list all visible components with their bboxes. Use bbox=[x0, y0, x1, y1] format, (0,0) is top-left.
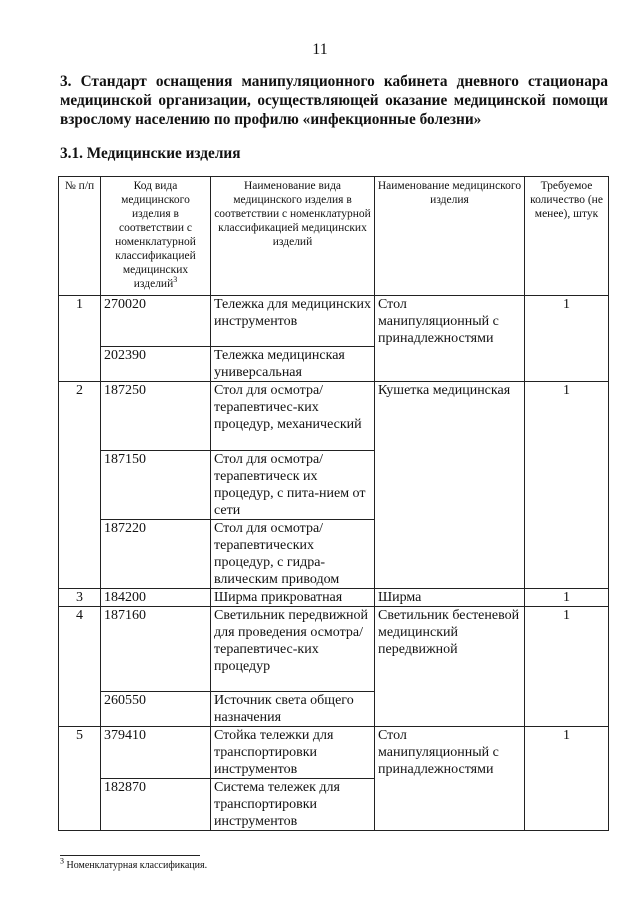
device-name: Светильник бестеневой медицинский передвижной bbox=[375, 607, 525, 727]
quantity: 1 bbox=[525, 589, 609, 607]
type-code: 379410 bbox=[101, 727, 211, 779]
header-code: Код вида медицинского изделия в соответствии с номенклатурной классификацией медицинских изделий$^3$ bbox=[101, 177, 211, 296]
device-name: Стол манипуляционный с принадлежностями bbox=[375, 727, 525, 831]
type-code: 270020 bbox=[101, 296, 211, 347]
type-name: Светильник передвижной для проведения осмотра/терапевтичес-ких процедур bbox=[211, 607, 375, 692]
quantity: 1 bbox=[525, 607, 609, 727]
type-code: 184200 bbox=[101, 589, 211, 607]
header-num: № п/п bbox=[59, 177, 101, 296]
table-header-row bbox=[59, 177, 609, 296]
type-name: Стол для осмотра/ терапевтических процедур, с гидра-влическим приводом bbox=[211, 520, 375, 589]
footnote bbox=[60, 856, 208, 871]
header-device-name: Наименование медицинского изделия bbox=[375, 177, 525, 296]
device-name: Кушетка медицинская bbox=[375, 382, 525, 589]
subsection-title: 3.1. Медицинские изделия bbox=[60, 145, 241, 162]
footnote-divider bbox=[60, 855, 200, 856]
type-name: Система тележек для транспортировки инструментов bbox=[211, 779, 375, 831]
table-row bbox=[59, 607, 609, 692]
medical-devices-table bbox=[58, 176, 609, 831]
type-code: 187220 bbox=[101, 520, 211, 589]
type-name: Стол для осмотра/терапевтичес-ких процедур, механический bbox=[211, 382, 375, 451]
type-code: 260550 bbox=[101, 692, 211, 727]
quantity: 1 bbox=[525, 727, 609, 831]
row-num: 3 bbox=[59, 589, 101, 607]
quantity: 1 bbox=[525, 296, 609, 382]
type-name: Стол для осмотра/терапевтическ их процедур, с пита-нием от сети bbox=[211, 451, 375, 520]
type-code: 187250 bbox=[101, 382, 211, 451]
type-name: Ширма прикроватная bbox=[211, 589, 375, 607]
type-code: 182870 bbox=[101, 779, 211, 831]
row-num: 2 bbox=[59, 382, 101, 589]
type-name: Тележка для медицинских инструментов bbox=[211, 296, 375, 347]
table-row bbox=[59, 589, 609, 607]
type-code: 187150 bbox=[101, 451, 211, 520]
type-code: 187160 bbox=[101, 607, 211, 692]
page-number: 11 bbox=[312, 41, 328, 58]
table-row bbox=[59, 296, 609, 347]
row-num: 1 bbox=[59, 296, 101, 382]
type-name: Тележка медицинская универсальная bbox=[211, 347, 375, 382]
header-type-name: Наименование вида медицинского изделия в соответствии с номенклатурной классификацией медицинских изделий bbox=[211, 177, 375, 296]
type-code: 202390 bbox=[101, 347, 211, 382]
device-name: Стол манипуляционный с принадлежностями bbox=[375, 296, 525, 382]
table-row bbox=[59, 382, 609, 451]
type-name: Источник света общего назначения bbox=[211, 692, 375, 727]
section-title: 3. Стандарт оснащения манипуляционного кабинета дневного стационара медицинской организации, осуществляющей оказание медицинской помощи взрослому населению по профилю «инфекционные болезни» bbox=[60, 73, 608, 128]
device-name: Ширма bbox=[375, 589, 525, 607]
header-qty: Требуемое количество (не менее), штук bbox=[525, 177, 609, 296]
footnote-mark: 3 bbox=[173, 275, 178, 285]
type-name: Стойка тележки для транспортировки инструментов bbox=[211, 727, 375, 779]
table-row bbox=[59, 727, 609, 779]
quantity: 1 bbox=[525, 382, 609, 589]
row-num: 5 bbox=[59, 727, 101, 831]
footnote-text: Номенклатурная классификация. bbox=[66, 860, 208, 871]
footnote-mark: 3 bbox=[60, 856, 64, 866]
row-num: 4 bbox=[59, 607, 101, 727]
